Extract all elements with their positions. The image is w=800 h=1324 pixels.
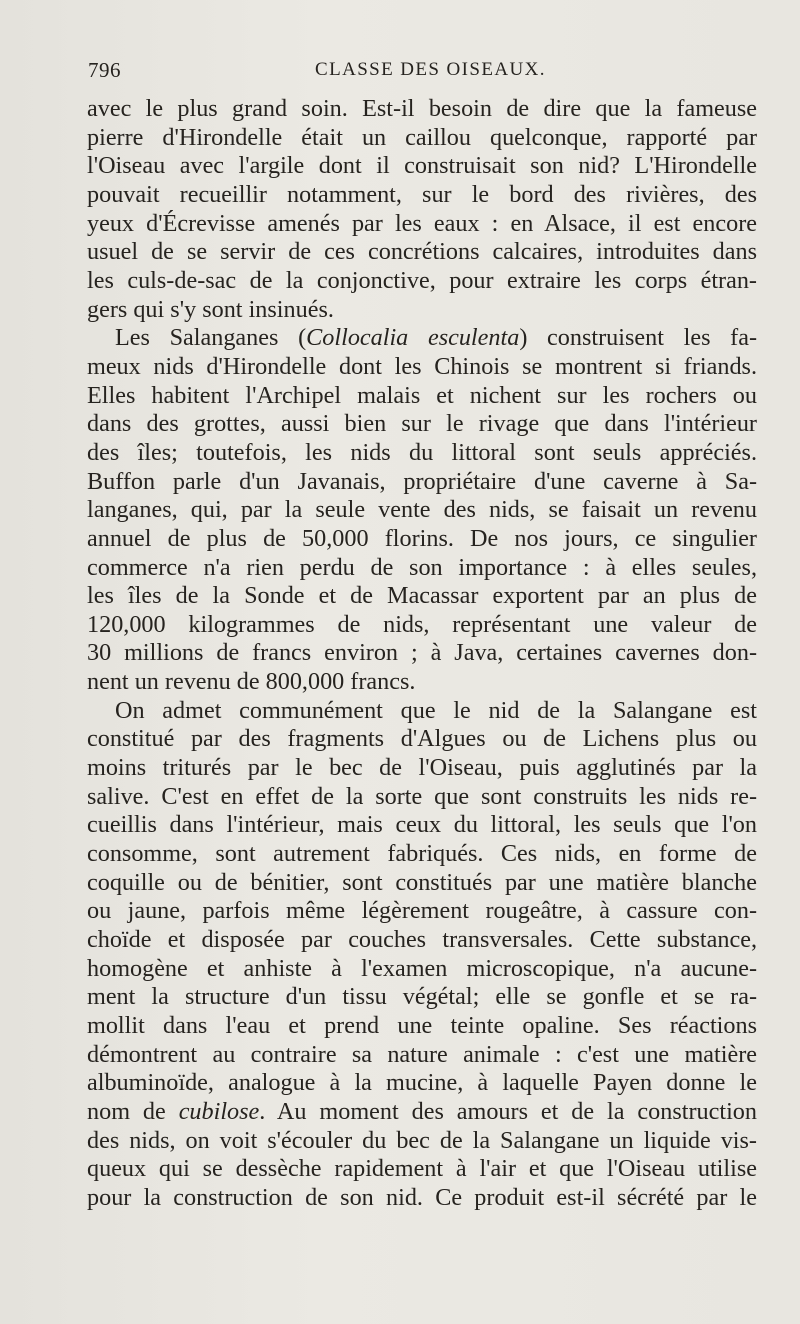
text-fragment: Les Salanganes ( — [115, 324, 307, 352]
text-line: albuminoïde, analogue à la mucine, à laquelle Payen donne le — [87, 1069, 757, 1097]
text-line: l'Oiseau avec l'argile dont il construisait son nid? L'Hirondelle — [87, 152, 757, 180]
text-line: ment la structure d'un tissu végétal; elle se gonfle et se ra- — [87, 983, 757, 1011]
text-line: démontrent au contraire sa nature animale : c'est une matière — [87, 1040, 757, 1068]
text-line: commerce n'a rien perdu de son importance : à elles seules, — [87, 553, 757, 581]
text-line: des îles; toutefois, les nids du littoral sont seuls appréciés. — [87, 438, 757, 466]
text-line: On admet communément que le nid de la Salangane est — [115, 696, 757, 724]
text-line: mollit dans l'eau et prend une teinte opaline. Ses réactions — [87, 1012, 757, 1039]
text-line: Elles habitent l'Archipel malais et nichent sur les rochers ou — [87, 381, 757, 409]
text-line-with-italic — [87, 324, 757, 353]
text-line: yeux d'Écrevisse amenés par les eaux : en Alsace, il est encore — [87, 209, 757, 237]
page-header — [88, 58, 758, 86]
text-line-with-italic — [87, 1098, 757, 1127]
text-line: consomme, sont autrement fabriqués. Ces nids, en forme de — [87, 840, 757, 868]
text-line: queux qui se dessèche rapidement à l'air et que l'Oiseau utilise — [87, 1155, 757, 1183]
text-line: moins triturés par le bec de l'Oiseau, puis agglutinés par la — [87, 754, 757, 782]
text-line: 120,000 kilogrammes de nids, représentant une valeur de — [87, 610, 757, 638]
body-text — [87, 95, 757, 1213]
text-fragment: ) construisent les fa- — [519, 324, 757, 352]
italic-species-name: Collocalia esculenta — [306, 324, 520, 352]
text-line: les îles de la Sonde et de Macassar exportent par an plus de — [87, 582, 757, 610]
text-line: langanes, qui, par la seule vente des nids, se faisait un revenu — [87, 496, 757, 524]
italic-term: cubilose — [178, 1097, 260, 1125]
text-line: choïde et disposée par couches transversales. Cette substance, — [87, 926, 757, 954]
text-fragment: nom de — [87, 1097, 179, 1125]
text-line: pierre d'Hirondelle était un caillou quelconque, rapporté par — [87, 123, 757, 151]
text-line: nent un revenu de 800,000 francs. — [87, 668, 416, 696]
text-line: usuel de se servir de ces concrétions calcaires, introduites dans — [87, 238, 757, 266]
text-line: Buffon parle d'un Javanais, propriétaire d'une caverne à Sa- — [87, 467, 757, 495]
text-line: salive. C'est en effet de la sorte que sont construits les nids re- — [87, 782, 757, 810]
text-line: cueillis dans l'intérieur, mais ceux du littoral, les seuls que l'on — [87, 811, 757, 839]
text-line: ou jaune, parfois même légèrement rougeâtre, à cassure con- — [87, 897, 757, 925]
page-number: 796 — [88, 58, 121, 82]
text-line: meux nids d'Hirondelle dont les Chinois se montrent si friands. — [87, 352, 757, 380]
text-line: gers qui s'y sont insinués. — [87, 295, 334, 323]
text-line: avec le plus grand soin. Est-il besoin de dire que la fameuse — [87, 95, 757, 122]
running-title: CLASSE DES OISEAUX. — [315, 59, 546, 80]
text-line: 30 millions de francs environ ; à Java, certaines cavernes don- — [87, 639, 757, 667]
text-fragment: . Au moment des amours et de la construction — [259, 1097, 757, 1125]
text-line: pouvait recueillir notamment, sur le bord des rivières, des — [87, 180, 757, 208]
text-line: les culs-de-sac de la conjonctive, pour extraire les corps étran- — [87, 266, 757, 294]
text-line: constitué par des fragments d'Algues ou de Lichens plus ou — [87, 725, 757, 753]
text-line: pour la construction de son nid. Ce produit est-il sécrété par le — [87, 1183, 757, 1211]
text-line: coquille ou de bénitier, sont constitués par une matière blanche — [87, 868, 757, 896]
text-line: des nids, on voit s'écouler du bec de la Salangane un liquide vis- — [87, 1126, 757, 1154]
text-line: homogène et anhiste à l'examen microscopique, n'a aucune- — [87, 954, 757, 982]
text-line: annuel de plus de 50,000 florins. De nos jours, ce singulier — [87, 524, 757, 552]
text-line: dans des grottes, aussi bien sur le rivage que dans l'intérieur — [87, 410, 757, 438]
